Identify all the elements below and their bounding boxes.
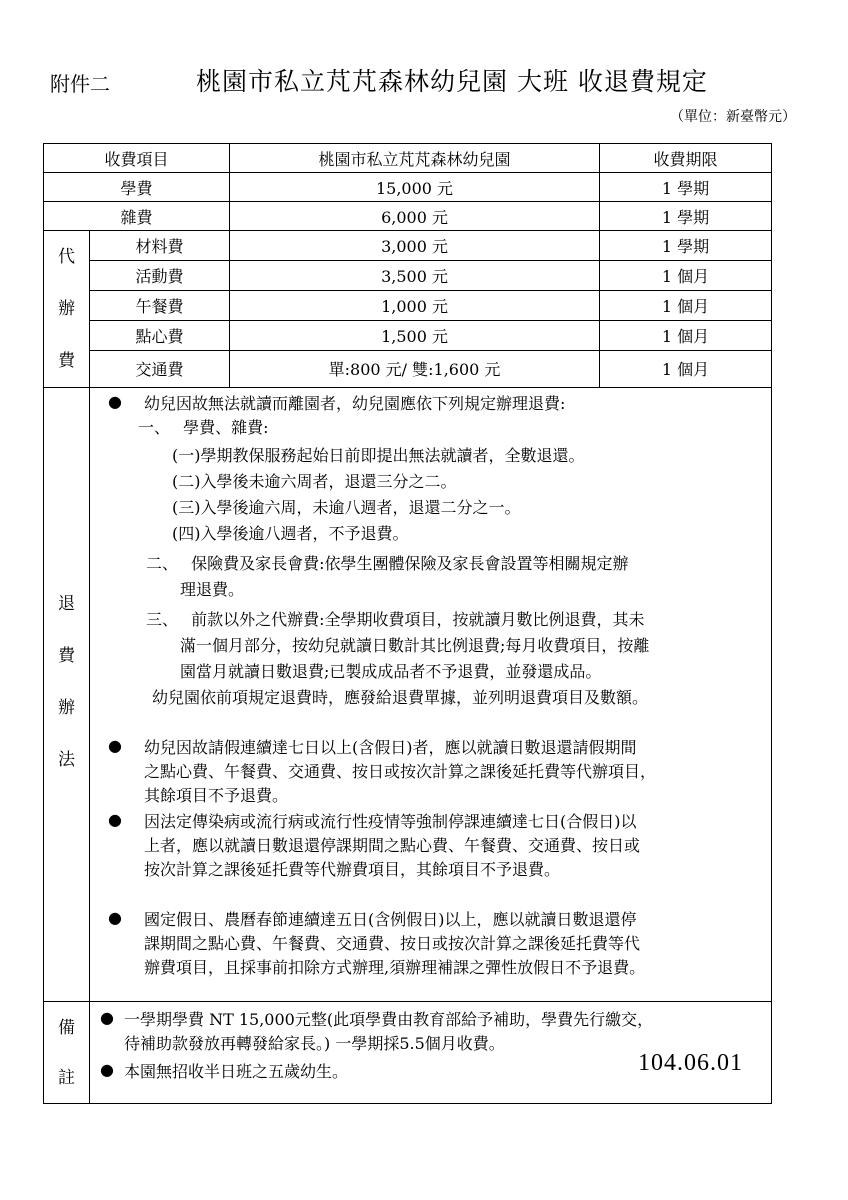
fee-amount: 15,000 元 bbox=[230, 173, 600, 202]
fee-period: 1 個月 bbox=[600, 320, 772, 350]
table-row bbox=[44, 290, 772, 320]
refund-label-char: 法 bbox=[58, 750, 75, 770]
rule-line: 園當月就讀日數退費;已製成成品者不予退費，並發還成品。 bbox=[180, 662, 602, 681]
fee-amount: 3,500 元 bbox=[230, 260, 600, 290]
fee-period: 1 個月 bbox=[600, 260, 772, 290]
table-row bbox=[44, 350, 772, 387]
fee-item: 點心費 bbox=[90, 320, 230, 350]
fee-period: 1 個月 bbox=[600, 290, 772, 320]
table-row bbox=[44, 260, 772, 290]
rule-line: 理退費。 bbox=[180, 580, 245, 599]
note-item bbox=[98, 1008, 763, 1056]
attachment-label: 附件二 bbox=[50, 72, 110, 96]
bullet-icon: ● bbox=[108, 736, 122, 755]
notes-label bbox=[44, 1002, 90, 1104]
fee-item: 雜費 bbox=[44, 202, 230, 231]
rule-line: 其餘項目不予退費。 bbox=[144, 786, 289, 805]
rule-line: 二、 保險費及家長會費:依學生團體保險及家長會設置等相關規定辦 bbox=[146, 554, 629, 573]
rule-line: 幼兒園依前項規定退費時，應發給退費單據，並列明退費項目及數額。 bbox=[152, 688, 649, 707]
fee-item: 學費 bbox=[44, 173, 230, 202]
document-title: 桃園市私立芃芃森林幼兒園 大班 收退費規定 bbox=[196, 67, 708, 96]
fee-period: 1 學期 bbox=[600, 173, 772, 202]
agency-label-char: 費 bbox=[58, 351, 75, 371]
fee-amount: 3,000 元 bbox=[230, 231, 600, 261]
fee-period: 1 學期 bbox=[600, 202, 772, 231]
bullet-icon: ● bbox=[108, 908, 122, 927]
fee-amount: 6,000 元 bbox=[230, 202, 600, 231]
fee-table bbox=[43, 143, 772, 1104]
rule-line: 辦費項目，且採事前扣除方式辦理,須辦理補課之彈性放假日不予退費。 bbox=[144, 958, 646, 977]
table-row bbox=[44, 202, 772, 231]
fee-item: 午餐費 bbox=[90, 290, 230, 320]
rule-line: (一)學期教保服務起始日前即提出無法就讀者，全數退還。 bbox=[172, 446, 585, 465]
rule-line: 幼兒因故無法就讀而離園者，幼兒園應依下列規定辦理退費: bbox=[144, 394, 566, 413]
header-school: 桃園市私立芃芃森林幼兒園 bbox=[230, 144, 600, 173]
refund-label-char: 退 bbox=[58, 594, 75, 614]
rule-line: 滿一個月部分，按幼兒就讀日數計其比例退費;每月收費項目，按離 bbox=[180, 636, 650, 655]
notes-label-char: 備 bbox=[58, 1017, 75, 1038]
fee-amount: 單:800 元/ 雙:1,600 元 bbox=[230, 350, 600, 387]
fee-item: 交通費 bbox=[90, 350, 230, 387]
note-line: 一學期學費 NT 15,000元整(此項學費由教育部給予補助，學費先行繳交， bbox=[124, 1010, 654, 1029]
document-date: 104.06.01 bbox=[638, 1050, 744, 1076]
refund-label-char: 費 bbox=[58, 646, 75, 666]
note-line: 本園無招收半日班之五歲幼生。 bbox=[124, 1062, 349, 1081]
fee-amount: 1,500 元 bbox=[230, 320, 600, 350]
refund-rules bbox=[90, 388, 772, 1002]
rule-line: 國定假日、農曆春節連續達五日(含例假日)以上，應以就讀日數退還停 bbox=[144, 910, 637, 929]
rule-line: 三、 前款以外之代辦費:全學期收費項目，按就讀月數比例退費，其未 bbox=[146, 610, 645, 629]
fee-item: 活動費 bbox=[90, 260, 230, 290]
rule-line: 一、 學費、雜費: bbox=[138, 418, 269, 437]
currency-unit: （單位：新臺幣元） bbox=[670, 109, 796, 125]
fee-period: 1 學期 bbox=[600, 231, 772, 261]
rule-line: 之點心費、午餐費、交通費、按日或按次計算之課後延托費等代辦項目， bbox=[144, 762, 657, 781]
bullet-icon: ● bbox=[100, 1008, 114, 1027]
table-header-row bbox=[44, 144, 772, 173]
refund-rule-epidemic bbox=[98, 810, 763, 882]
table-row bbox=[44, 320, 772, 350]
agency-fee-label bbox=[44, 231, 90, 388]
table-row bbox=[44, 173, 772, 202]
bullet-icon: ● bbox=[100, 1060, 114, 1079]
rule-line: 課期間之點心費、午餐費、交通費、按日或按次計算之課後延托費等代 bbox=[144, 934, 641, 953]
header-period: 收費期限 bbox=[600, 144, 772, 173]
header-item: 收費項目 bbox=[44, 144, 230, 173]
notes-label-char: 註 bbox=[58, 1067, 75, 1088]
refund-rule-leave bbox=[98, 736, 763, 808]
bullet-icon: ● bbox=[108, 810, 122, 829]
rule-line: 按次計算之課後延托費等代辦費項目，其餘項目不予退費。 bbox=[144, 860, 561, 879]
bullet-icon: ● bbox=[108, 392, 122, 411]
rule-line: 因法定傳染病或流行病或流行性疫情等強制停課連續達七日(合假日)以 bbox=[144, 812, 637, 831]
fee-item: 材料費 bbox=[90, 231, 230, 261]
agency-label-char: 代 bbox=[58, 247, 75, 267]
rule-line: (二)入學後未逾六周者，退還三分之二。 bbox=[172, 472, 457, 491]
rule-line: (三)入學後逾六周，未逾八週者，退還二分之一。 bbox=[172, 498, 521, 517]
refund-section bbox=[44, 388, 772, 1002]
agency-label-char: 辦 bbox=[58, 299, 75, 319]
fee-amount: 1,000 元 bbox=[230, 290, 600, 320]
rule-line: 上者，應以就讀日數退還停課期間之點心費、午餐費、交通費、按日或 bbox=[144, 836, 641, 855]
notes-content bbox=[90, 1002, 772, 1104]
refund-label-char: 辦 bbox=[58, 698, 75, 718]
refund-rule-withdrawal bbox=[98, 392, 763, 710]
fee-period: 1 個月 bbox=[600, 350, 772, 387]
refund-rule-holiday bbox=[98, 908, 763, 980]
table-row bbox=[44, 231, 772, 261]
note-line: 待補助款發放再轉發給家長。) 一學期採5.5個月收費。 bbox=[124, 1034, 505, 1053]
rule-line: 幼兒因故請假連續達七日以上(含假日)者，應以就讀日數退還請假期間 bbox=[144, 738, 637, 757]
rule-line: (四)入學後逾八週者，不予退費。 bbox=[172, 524, 409, 543]
refund-label bbox=[44, 388, 90, 1002]
notes-section bbox=[44, 1002, 772, 1104]
